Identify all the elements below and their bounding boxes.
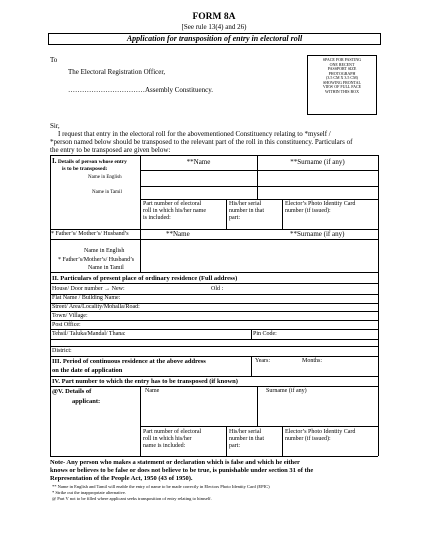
section-1-heading: I. Details of person whose entry [52,157,127,165]
tehsil-label[interactable]: Tehsil/ Taluka/Mandal/ Thana: [52,331,126,337]
house-number-label[interactable]: House/ Door number → New: [52,286,125,292]
section-5-serial-number: His/her serial number in that part: [229,429,264,449]
section-1-col-surname: **Surname (if any) [290,158,345,166]
footnote-3: @ Part V not to be filled where applicant seeks transposition of entry relating to himself. [52,496,212,501]
note-line-3: Representation of the People Act, 1950 (43 of 1950). [50,475,193,482]
form-title: FORM 8A [192,12,236,22]
form-subtitle: Application for transposition of entry in electoral roll [126,34,303,43]
section-5-col-surname: Surname (if any) [266,388,307,394]
relative-label: * Father’s/ Mother’s/ Husband’s [51,231,129,237]
section-1-name-english: Name in English [88,175,122,180]
rule-reference: [See rule 13(4) and 26) [181,23,247,31]
footnote-1: ** Name in English and Tamil will enable the entry of name to be made correctly in Electors Photo Identity Card (EPIC) [52,484,270,489]
section-5-heading-line-1: @V. Details of [52,388,92,395]
request-line-2: *person named below should be transposed to the relevant part of the roll in this constituency. Particulars of [50,138,353,146]
photo-box-text: SPACE FOR PASTING ONE RECENT PASSPORT SIZE PHOTOGRAPH (3.5 CM X 3.5 CM) SHOWING FRONTAL VIEW OF FULL FACE WITHIN THIS BOX [322,57,362,94]
section-4-heading: IV. Part number to which the entry has to be transposed (if known) [52,378,238,385]
years-label[interactable]: Years: [255,358,271,364]
relative-col-name: **Name [166,230,190,238]
note-line-1: Note- Any person who makes a statement or declaration which is false and which he either [50,459,300,466]
section-5-heading-line-2: applicant: [72,398,101,405]
request-line-1: I request that entry in the electoral roll for the abovementioned Constituency relating to *myself / [58,130,331,138]
section-1-serial-number: His/her serial number in that part: [229,201,264,221]
section-3-heading-line-2: on the date of application [52,367,123,374]
section-3-heading-line-1: III. Period of continuous residence at the above address [52,358,206,365]
relative-tamil-line-2: Name in Tamil [88,265,124,271]
district-label[interactable]: District: [52,348,72,354]
post-office-label[interactable]: Post Office: [52,322,81,328]
section-1-heading-line-2: is to be transposed: [62,166,108,172]
town-label[interactable]: Town/ Village: [52,313,88,319]
section-1-name-tamil: Name in Tamil [92,190,122,195]
section-5-col-name: Name [145,388,160,394]
house-number-old-label[interactable]: Old : [211,286,224,292]
section-1-epic: Elector’s Photo Identity Card number (if issued): [285,201,356,214]
section-5-part-number: Part number of electoral roll in which his/her name is included: [143,429,202,449]
section-1-col-name: **Name [186,158,211,166]
footnote-2: * Strike out the inappropriate alternative. [52,490,126,495]
section-1-part-number: Part number of electoral roll in which his/her name is included: [143,201,206,221]
relative-col-surname: **Surname (if any) [290,230,345,238]
pin-code-label[interactable]: Pin Code: [253,331,277,337]
section-5-epic: Elector’s Photo Identity Card number (if issued): [285,429,356,442]
officer-label: The Electoral Registration Officer, [68,68,166,76]
relative-tamil-line-1: * Father’s/Mother’s/ Husband’s [58,257,135,263]
salutation: Sir, [50,122,60,130]
flat-name-label[interactable]: Flat Name / Building Name: [52,295,121,301]
constituency-label[interactable]: ……………………………Assembly Constituency. [68,86,213,94]
months-label[interactable]: Months: [302,358,323,364]
street-label[interactable]: Street/ Area/Locality/Mohalla/Road: [52,304,140,310]
to-label: To [50,56,58,64]
section-2-heading: II. Particulars of present place of ordinary residence (Full address) [52,275,238,282]
request-line-3: the entry to be transposed are given below: [50,146,171,154]
relative-name-english: Name in English [84,248,125,254]
arrow-right-icon: → [104,286,111,292]
note-line-2: knows or believes to be false or does not believe to be true, is punishable under section 31 of the [50,467,314,474]
